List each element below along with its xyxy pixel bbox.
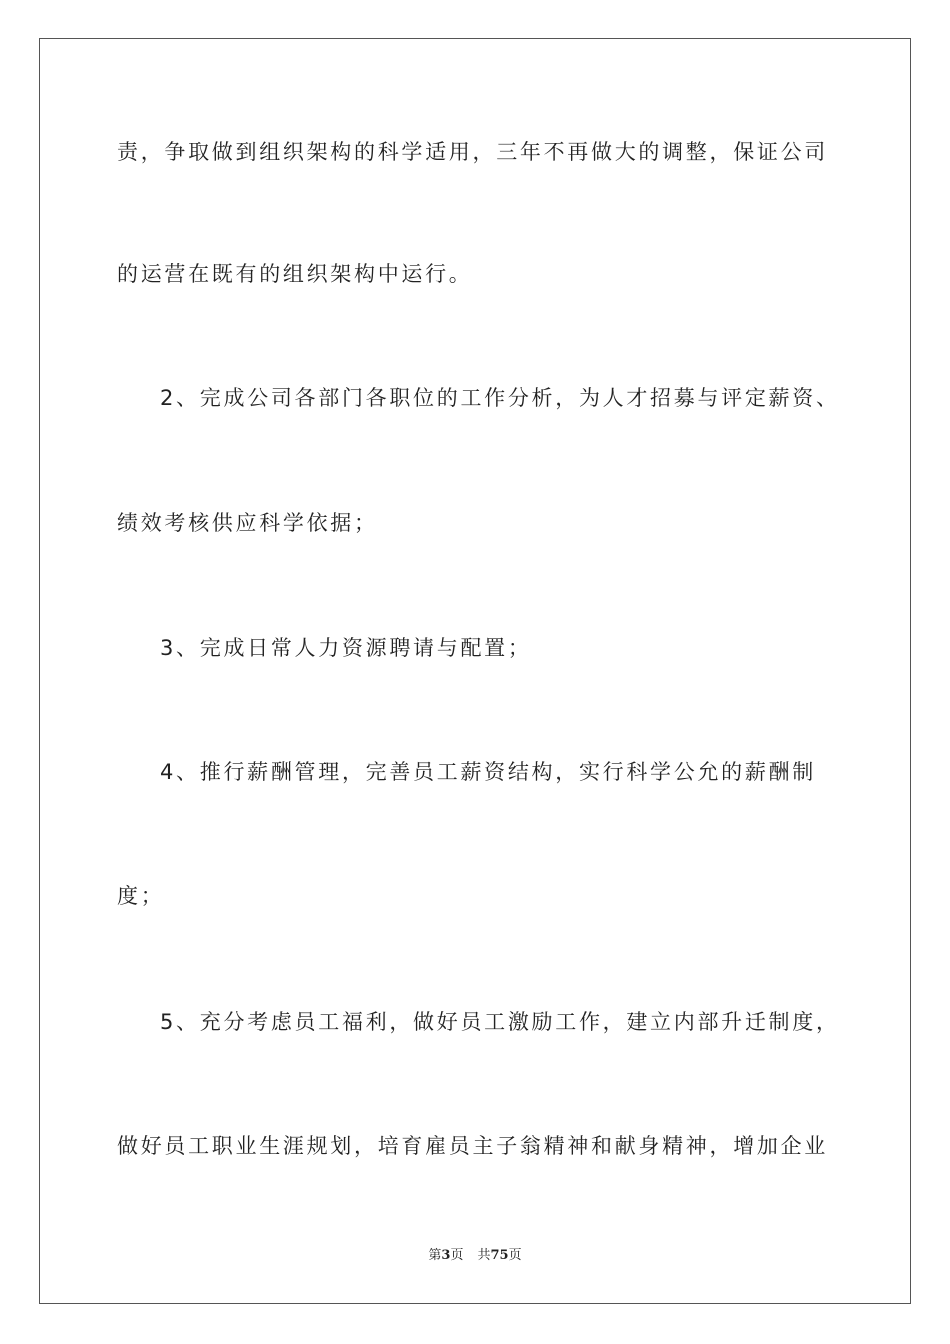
text-line: 责，争取做到组织架构的科学适用，三年不再做大的调整，保证公司	[117, 140, 828, 164]
total-suffix: 页	[508, 1248, 522, 1263]
text-line: 度；	[117, 884, 165, 908]
text-line: 2、完成公司各部门各职位的工作分析，为人才招募与评定薪资、	[160, 386, 840, 410]
page-footer	[0, 1244, 950, 1263]
text-line: 做好员工职业生涯规划，培育雇员主子翁精神和献身精神，增加企业	[117, 1134, 828, 1158]
page-suffix: 页	[450, 1248, 464, 1263]
text-line: 3、完成日常人力资源聘请与配置；	[160, 636, 532, 660]
page-prefix: 第	[428, 1248, 442, 1263]
text-line: 绩效考核供应科学依据；	[117, 511, 378, 535]
text-line: 4、推行薪酬管理，完善员工薪资结构，实行科学公允的薪酬制	[160, 760, 816, 784]
text-line: 5、充分考虑员工福利，做好员工激励工作，建立内部升迁制度，	[160, 1010, 840, 1034]
text-line: 的运营在既有的组织架构中运行。	[117, 262, 473, 286]
page-frame	[39, 38, 911, 1304]
total-prefix: 共	[477, 1248, 491, 1263]
total-pages: 75	[490, 1248, 509, 1263]
page-number: 3	[441, 1248, 451, 1263]
